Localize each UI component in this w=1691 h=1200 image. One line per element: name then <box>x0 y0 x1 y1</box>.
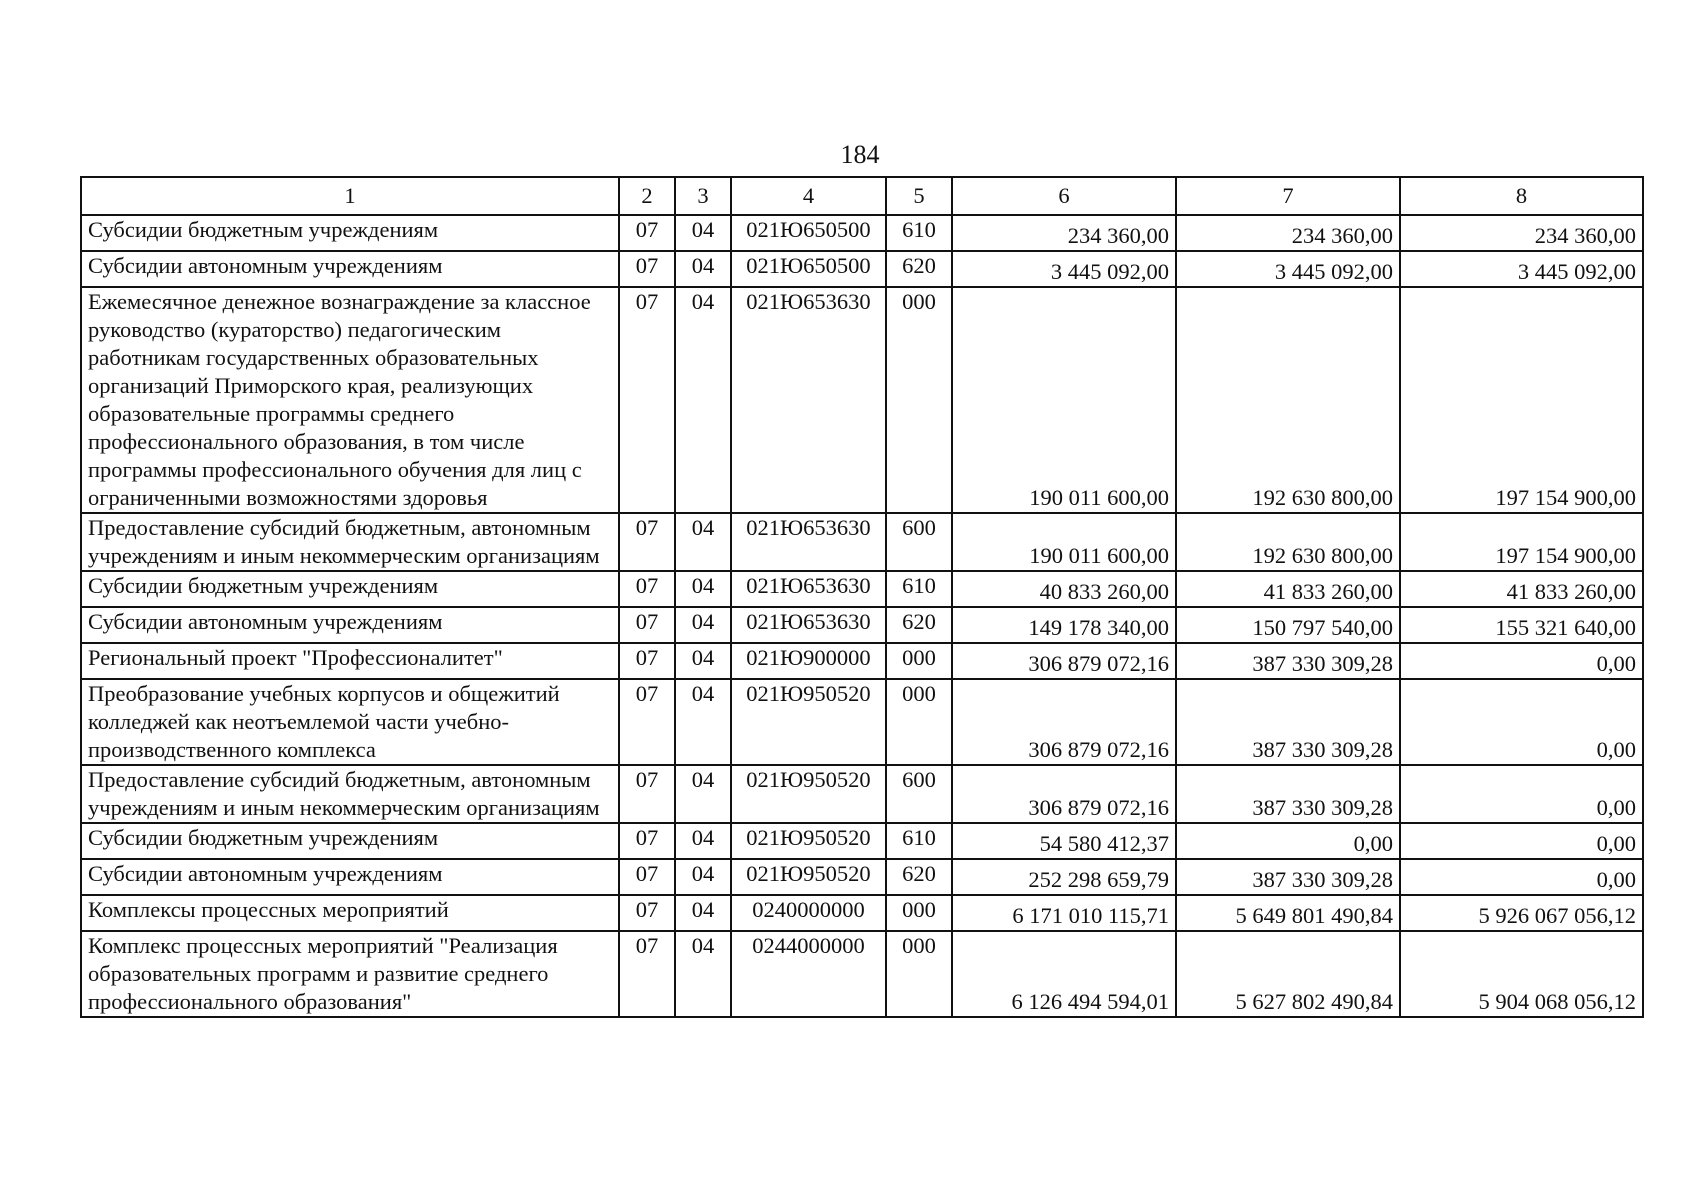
amount-col6: 40 833 260,00 <box>952 571 1176 607</box>
column-header: 3 <box>675 177 731 215</box>
amount-col6: 306 879 072,16 <box>952 679 1176 765</box>
amount-col6: 190 011 600,00 <box>952 287 1176 513</box>
column-header: 6 <box>952 177 1176 215</box>
expense-type-code: 610 <box>886 215 952 251</box>
page-number: 184 <box>840 140 880 169</box>
column-header: 2 <box>619 177 675 215</box>
subsection-code: 04 <box>675 607 731 643</box>
section-code: 07 <box>619 895 675 931</box>
target-article-code: 0244000000 <box>731 931 886 1017</box>
target-article-code: 021Ю950520 <box>731 859 886 895</box>
amount-col7: 387 330 309,28 <box>1176 643 1400 679</box>
header-row <box>81 177 1643 215</box>
column-header: 4 <box>731 177 886 215</box>
amount-col7: 387 330 309,28 <box>1176 679 1400 765</box>
subsection-code: 04 <box>675 679 731 765</box>
table-row <box>81 679 1643 765</box>
amount-col6: 190 011 600,00 <box>952 513 1176 571</box>
amount-col6: 306 879 072,16 <box>952 765 1176 823</box>
target-article-code: 0240000000 <box>731 895 886 931</box>
amount-col8: 41 833 260,00 <box>1400 571 1643 607</box>
amount-col7: 0,00 <box>1176 823 1400 859</box>
amount-col7: 192 630 800,00 <box>1176 513 1400 571</box>
table-row <box>81 287 1643 513</box>
amount-col6: 6 171 010 115,71 <box>952 895 1176 931</box>
table-row <box>81 859 1643 895</box>
subsection-code: 04 <box>675 251 731 287</box>
row-name: Предоставление субсидий бюджетным, автономным учреждениям и иным некоммерческим организациям <box>81 513 619 571</box>
amount-col8: 5 926 067 056,12 <box>1400 895 1643 931</box>
amount-col6: 306 879 072,16 <box>952 643 1176 679</box>
section-code: 07 <box>619 571 675 607</box>
expense-type-code: 620 <box>886 859 952 895</box>
budget-table <box>80 176 1644 1018</box>
amount-col7: 150 797 540,00 <box>1176 607 1400 643</box>
section-code: 07 <box>619 287 675 513</box>
table-row <box>81 895 1643 931</box>
amount-col8: 5 904 068 056,12 <box>1400 931 1643 1017</box>
expense-type-code: 000 <box>886 679 952 765</box>
expense-type-code: 600 <box>886 513 952 571</box>
target-article-code: 021Ю653630 <box>731 571 886 607</box>
row-name: Субсидии автономным учреждениям <box>81 607 619 643</box>
table-row <box>81 215 1643 251</box>
table-row <box>81 571 1643 607</box>
subsection-code: 04 <box>675 571 731 607</box>
table-row <box>81 607 1643 643</box>
amount-col6: 54 580 412,37 <box>952 823 1176 859</box>
amount-col7: 41 833 260,00 <box>1176 571 1400 607</box>
expense-type-code: 000 <box>886 895 952 931</box>
table-row <box>81 931 1643 1017</box>
section-code: 07 <box>619 765 675 823</box>
amount-col8: 0,00 <box>1400 765 1643 823</box>
amount-col7: 234 360,00 <box>1176 215 1400 251</box>
column-header: 7 <box>1176 177 1400 215</box>
subsection-code: 04 <box>675 931 731 1017</box>
amount-col6: 252 298 659,79 <box>952 859 1176 895</box>
table-row <box>81 765 1643 823</box>
expense-type-code: 610 <box>886 571 952 607</box>
subsection-code: 04 <box>675 823 731 859</box>
subsection-code: 04 <box>675 895 731 931</box>
target-article-code: 021Ю950520 <box>731 823 886 859</box>
row-name: Субсидии бюджетным учреждениям <box>81 215 619 251</box>
table-row <box>81 643 1643 679</box>
expense-type-code: 610 <box>886 823 952 859</box>
row-name: Комплексы процессных мероприятий <box>81 895 619 931</box>
amount-col6: 3 445 092,00 <box>952 251 1176 287</box>
target-article-code: 021Ю650500 <box>731 215 886 251</box>
amount-col7: 192 630 800,00 <box>1176 287 1400 513</box>
section-code: 07 <box>619 607 675 643</box>
table-row <box>81 513 1643 571</box>
target-article-code: 021Ю653630 <box>731 287 886 513</box>
amount-col8: 197 154 900,00 <box>1400 513 1643 571</box>
amount-col8: 0,00 <box>1400 859 1643 895</box>
target-article-code: 021Ю653630 <box>731 607 886 643</box>
row-name: Преобразование учебных корпусов и общежитий колледжей как неотъемлемой части учебно-производственного комплекса <box>81 679 619 765</box>
amount-col8: 0,00 <box>1400 823 1643 859</box>
section-code: 07 <box>619 215 675 251</box>
target-article-code: 021Ю653630 <box>731 513 886 571</box>
subsection-code: 04 <box>675 215 731 251</box>
target-article-code: 021Ю950520 <box>731 679 886 765</box>
row-name: Ежемесячное денежное вознаграждение за классное руководство (кураторство) педагогическим работникам государственных образовательных организаций Приморского края, реализующих образовательные программы среднего профессионального образования, в том числе программы профессионального обучения для лиц с ограниченными возможностями здоровья <box>81 287 619 513</box>
target-article-code: 021Ю900000 <box>731 643 886 679</box>
section-code: 07 <box>619 643 675 679</box>
amount-col6: 149 178 340,00 <box>952 607 1176 643</box>
amount-col7: 5 649 801 490,84 <box>1176 895 1400 931</box>
section-code: 07 <box>619 859 675 895</box>
row-name: Комплекс процессных мероприятий "Реализация образовательных программ и развитие среднего профессионального образования" <box>81 931 619 1017</box>
amount-col8: 155 321 640,00 <box>1400 607 1643 643</box>
amount-col6: 6 126 494 594,01 <box>952 931 1176 1017</box>
row-name: Региональный проект "Профессионалитет" <box>81 643 619 679</box>
amount-col8: 234 360,00 <box>1400 215 1643 251</box>
row-name: Субсидии автономным учреждениям <box>81 251 619 287</box>
section-code: 07 <box>619 513 675 571</box>
amount-col8: 0,00 <box>1400 643 1643 679</box>
section-code: 07 <box>619 823 675 859</box>
section-code: 07 <box>619 679 675 765</box>
column-header: 5 <box>886 177 952 215</box>
section-code: 07 <box>619 931 675 1017</box>
table-row <box>81 251 1643 287</box>
row-name: Субсидии автономным учреждениям <box>81 859 619 895</box>
amount-col8: 197 154 900,00 <box>1400 287 1643 513</box>
row-name: Субсидии бюджетным учреждениям <box>81 571 619 607</box>
subsection-code: 04 <box>675 859 731 895</box>
amount-col7: 5 627 802 490,84 <box>1176 931 1400 1017</box>
target-article-code: 021Ю650500 <box>731 251 886 287</box>
amount-col6: 234 360,00 <box>952 215 1176 251</box>
row-name: Предоставление субсидий бюджетным, автономным учреждениям и иным некоммерческим организациям <box>81 765 619 823</box>
amount-col7: 387 330 309,28 <box>1176 859 1400 895</box>
amount-col7: 3 445 092,00 <box>1176 251 1400 287</box>
subsection-code: 04 <box>675 765 731 823</box>
row-name: Субсидии бюджетным учреждениям <box>81 823 619 859</box>
subsection-code: 04 <box>675 287 731 513</box>
amount-col8: 0,00 <box>1400 679 1643 765</box>
expense-type-code: 620 <box>886 251 952 287</box>
target-article-code: 021Ю950520 <box>731 765 886 823</box>
expense-type-code: 000 <box>886 643 952 679</box>
subsection-code: 04 <box>675 643 731 679</box>
section-code: 07 <box>619 251 675 287</box>
column-header: 8 <box>1400 177 1643 215</box>
table-row <box>81 823 1643 859</box>
column-header: 1 <box>81 177 619 215</box>
subsection-code: 04 <box>675 513 731 571</box>
amount-col7: 387 330 309,28 <box>1176 765 1400 823</box>
expense-type-code: 000 <box>886 931 952 1017</box>
expense-type-code: 000 <box>886 287 952 513</box>
expense-type-code: 600 <box>886 765 952 823</box>
expense-type-code: 620 <box>886 607 952 643</box>
amount-col8: 3 445 092,00 <box>1400 251 1643 287</box>
